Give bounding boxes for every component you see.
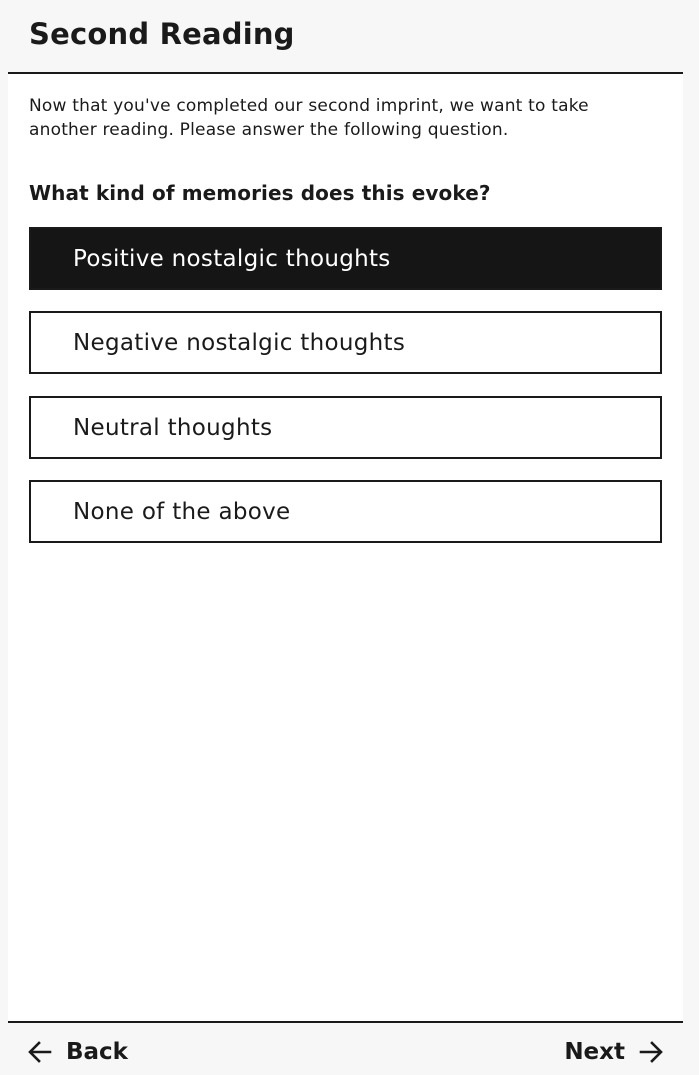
intro-text: Now that you've completed our second imprint, we want to take another reading. Please answer the following question. [29, 96, 589, 140]
back-label: Back [66, 1039, 128, 1065]
question-content [8, 74, 683, 1021]
option-label: Neutral thoughts [73, 414, 273, 441]
option-negative-nostalgic[interactable] [29, 311, 662, 374]
arrow-right-icon [639, 1041, 663, 1063]
header [8, 0, 683, 74]
left-margin [0, 0, 8, 1075]
next-label: Next [564, 1039, 625, 1065]
page-title: Second Reading [29, 17, 295, 51]
footer-nav [8, 1021, 683, 1075]
option-label: Positive nostalgic thoughts [73, 245, 391, 272]
option-neutral[interactable] [29, 396, 662, 459]
option-label: Negative nostalgic thoughts [73, 329, 406, 356]
option-none[interactable] [29, 480, 662, 543]
option-positive-nostalgic[interactable] [29, 227, 662, 290]
arrow-left-icon [28, 1041, 52, 1063]
next-button[interactable] [564, 1039, 663, 1065]
question-text: What kind of memories does this evoke? [29, 181, 491, 205]
back-button[interactable] [28, 1039, 128, 1065]
option-label: None of the above [73, 498, 291, 525]
right-margin [683, 0, 699, 1075]
